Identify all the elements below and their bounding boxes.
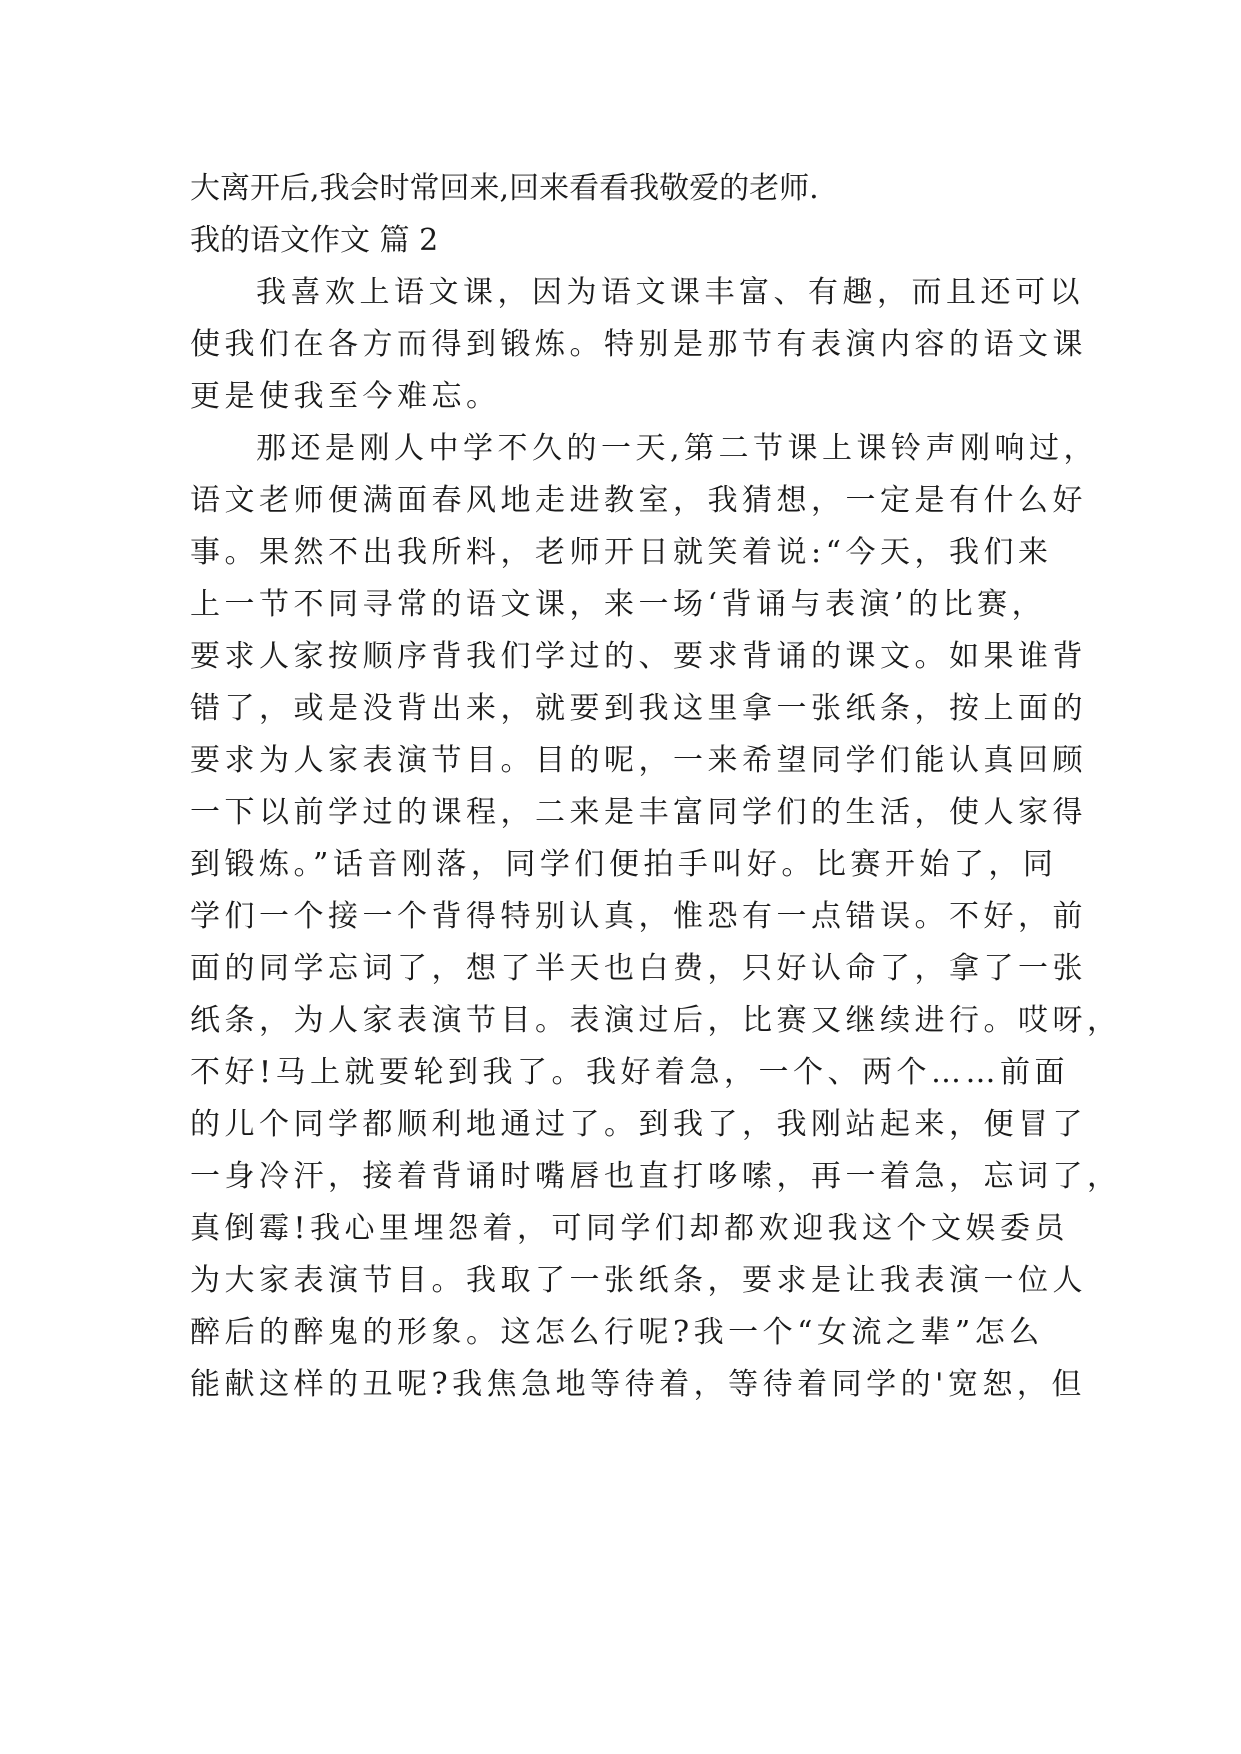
paragraph-line: 一身冷汗，接着背诵时嘴唇也直打哆嗦，再一着急，忘词了， [190,1159,1122,1194]
paragraph-line: 能献这样的丑呢?我焦急地等待着，等待着同学的'宽恕，但 [190,1367,1086,1402]
paragraph-line: 到锻炼。”话音刚落，同学们便拍手叫好。比赛开始了，同 [190,847,1058,882]
paragraph [190,423,1122,1411]
paragraph-line: 事。果然不出我所料，老师开日就笑着说:“今天，我们来 [190,535,1053,570]
paragraph-line: 的儿个同学都顺利地通过了。到我了，我刚站起来，便冒了 [190,1107,1087,1142]
document-body [190,163,1122,1411]
paragraph [190,267,1087,423]
paragraph-line: 使我们在各方而得到锻炼。特别是那节有表演内容的语文课 [190,327,1087,362]
paragraph-line: 错了，或是没背出来，就要到我这里拿一张纸条，按上面的 [190,691,1087,726]
paragraph-line: 学们一个接一个背得特别认真，惟恐有一点错误。不好，前 [190,899,1087,934]
paragraph-line: 纸条，为人家表演节目。表演过后，比赛又继续进行。哎呀， [190,1003,1122,1038]
paragraph-line: 那还是刚人中学不久的一天,第二节课上课铃声刚响过， [256,431,1099,466]
paragraph-line: 要求人家按顺序背我们学过的、要求背诵的课文。如果谁背 [190,639,1087,674]
paragraph-line: 面的同学忘词了，想了半天也白费，只好认命了，拿了一张 [190,951,1087,986]
paragraph-line: 不好!马上就要轮到我了。我好着急，一个、两个……前面 [190,1055,1070,1090]
paragraph-line: 语文老师便满面春风地走进教室，我猜想，一定是有什么好 [190,483,1087,518]
intro-line: 大离开后,我会时常回来,回来看看我敬爱的老师. [190,171,819,206]
section-heading: 我的语文作文 篇 2 [190,223,439,258]
paragraph-line: 我喜欢上语文课，因为语文课丰富、有趣，而且还可以 [256,275,1084,310]
paragraph-line: 真倒霉!我心里埋怨着，可同学们却都欢迎我这个文娱委员 [190,1211,1070,1246]
paragraph-line: 要求为人家表演节目。目的呢，一来希望同学们能认真回顾 [190,743,1087,778]
paragraph-line: 更是使我至今难忘。 [190,379,501,414]
paragraph-line: 醉后的醉鬼的形象。这怎么行呢?我一个“女流之辈”怎么 [190,1315,1044,1350]
paragraph-line: 一下以前学过的课程，二来是丰富同学们的生活，使人家得 [190,795,1087,830]
paragraph-line: 为大家表演节目。我取了一张纸条，要求是让我表演一位人 [190,1263,1087,1298]
paragraph-line: 上一节不同寻常的语文课，来一场‘背诵与表演’的比赛， [190,587,1047,622]
